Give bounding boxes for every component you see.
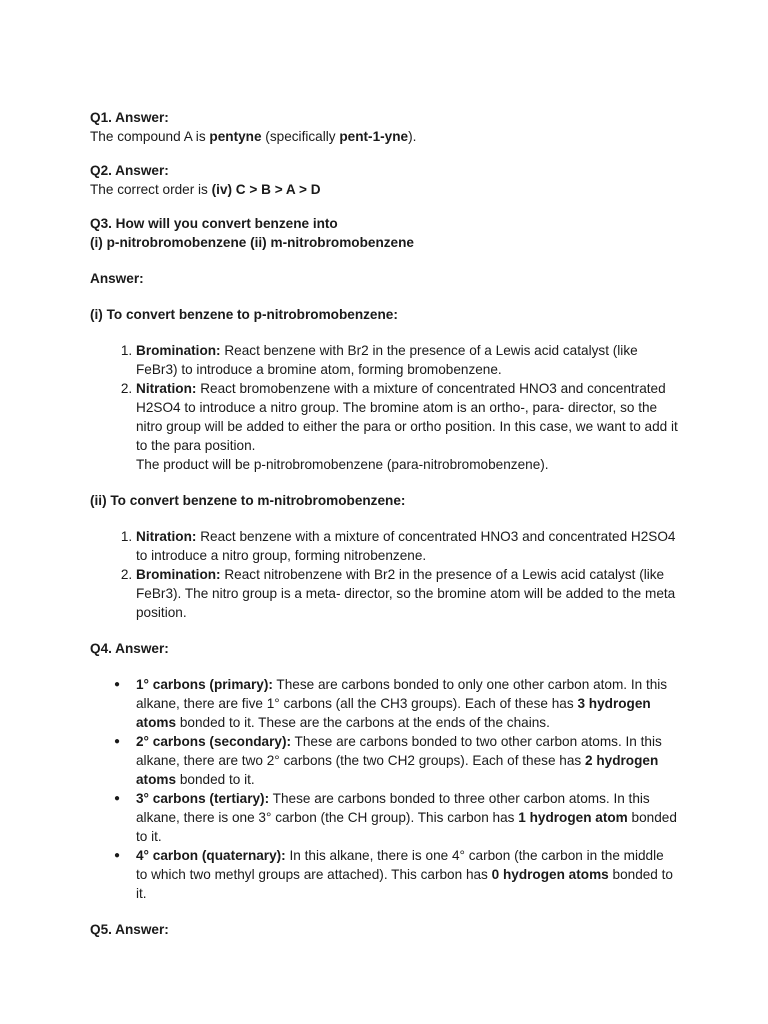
q2-answer: The correct order is (iv) C > B > A > D — [90, 182, 321, 197]
q3-part2-heading: (ii) To convert benzene to m-nitrobromobenzene: — [90, 493, 406, 508]
q3-subheading: (i) p-nitrobromobenzene (ii) m-nitrobromobenzene — [90, 235, 414, 250]
list-item: 1. Bromination: React benzene with Br2 in the presence of a Lewis acid catalyst (like FeBr3) to introduce a bromine atom, forming bromobenzene. — [136, 341, 678, 379]
bullet-icon: ● — [114, 679, 121, 690]
q2-heading: Q2. Answer: — [90, 163, 169, 178]
q3-part1-product-note: The product will be p-nitrobromobenzene (para-nitrobromobenzene). — [136, 457, 549, 472]
list-item: ● 4° carbon (quaternary): In this alkane, there is one 4° carbon (the carbon in the middle to which two methyl groups are attached). This carbon has 0 hydrogen atoms bonded to it. — [114, 848, 673, 901]
list-item: ● 3° carbons (tertiary): These are carbons bonded to three other carbon atoms. In this alkane, there is one 3° carbon (the CH group). This carbon has 1 hydrogen atom bonded to it. — [114, 791, 677, 844]
list-item: 2. Nitration: React bromobenzene with a mixture of concentrated HNO3 and concentrated H2SO4 to introduce a nitro group. The bromine atom is an ortho-, para- director, so the nitro group will be added to either the para or ortho position. In this case, we want to add it to the para position. The product will be p-nitrobromobenzene (para-nitrobromobenzene). — [136, 379, 678, 474]
q1-heading: Q1. Answer: — [90, 110, 169, 125]
q4-heading: Q4. Answer: — [90, 641, 169, 656]
list-item: 1. Nitration: React benzene with a mixture of concentrated HNO3 and concentrated H2SO4 to introduce a nitro group, forming nitrobenzene. — [136, 527, 678, 565]
list-item: 2. Bromination: React nitrobenzene with Br2 in the presence of a Lewis acid catalyst (like FeBr3). The nitro group is a meta- director, so the bromine atom will be added to the meta position. — [136, 565, 678, 622]
list-item: ● 1° carbons (primary): These are carbons bonded to only one other carbon atom. In this alkane, there are five 1° carbons (all the CH3 groups). Each of these has 3 hydrogen atoms bonded to it. These are the carbons at the ends of the chains. — [114, 677, 668, 730]
q3-part1-heading: (i) To convert benzene to p-nitrobromobenzene: — [90, 307, 398, 322]
bullet-icon: ● — [114, 793, 121, 804]
q3-answer-label: Answer: — [90, 271, 144, 286]
bullet-icon: ● — [114, 736, 121, 747]
q3-part2-steps — [90, 527, 678, 622]
q4-carbon-list — [90, 675, 678, 903]
bullet-icon: ● — [114, 850, 121, 861]
q3-heading: Q3. How will you convert benzene into — [90, 216, 338, 231]
q5-heading: Q5. Answer: — [90, 922, 169, 937]
q3-part1-steps — [90, 341, 678, 474]
list-item: ● 2° carbons (secondary): These are carbons bonded to two other carbon atoms. In this alkane, there are two 2° carbons (the two CH2 groups). Each of these has 2 hydrogen atoms bonded to it. — [114, 734, 662, 787]
q1-answer: The compound A is pentyne (specifically pent-1-yne). — [90, 129, 417, 144]
